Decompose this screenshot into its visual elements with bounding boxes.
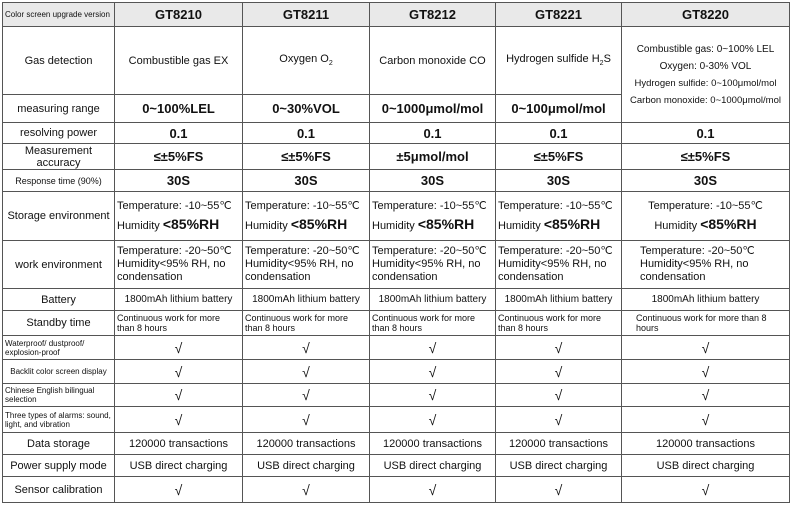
row-label: Chinese English bilingual selection (3, 384, 115, 407)
row-label: Gas detection (3, 27, 115, 95)
gas-cell: Hydrogen sulfide $H_2S$ (496, 27, 622, 95)
response-value: 30S (115, 170, 243, 192)
alarms-row (3, 407, 790, 433)
response-value: 30S (243, 170, 370, 192)
check-icon: √ (115, 360, 243, 384)
check-icon: √ (622, 360, 790, 384)
range-value: 0~100μmol/mol (496, 95, 622, 123)
battery-value: 1800mAh lithium battery (370, 289, 496, 311)
check-icon: √ (115, 477, 243, 503)
accuracy-value: ±5μmol/mol (370, 144, 496, 170)
accuracy-row (3, 144, 790, 170)
check-icon: √ (115, 407, 243, 433)
resolution-value: 0.1 (243, 123, 370, 144)
storage-cell: Temperature: -10~55℃ Humidity <85%RH (115, 192, 243, 241)
storage-value: 120000 transactions (243, 433, 370, 455)
check-icon: √ (370, 477, 496, 503)
standby-value: Continuous work for more than 8 hours (496, 311, 622, 336)
power-value: USB direct charging (622, 455, 790, 477)
gas-cell: Oxygen $O_2$ (243, 27, 370, 95)
storage-cell: Temperature: -10~55℃ Humidity <85%RH (370, 192, 496, 241)
row-label: Sensor calibration (3, 477, 115, 503)
power-value: USB direct charging (243, 455, 370, 477)
check-icon: √ (622, 407, 790, 433)
battery-row (3, 289, 790, 311)
model-gt8211: GT8211 (243, 3, 370, 27)
power-value: USB direct charging (370, 455, 496, 477)
row-label: Battery (3, 289, 115, 311)
storage-value: 120000 transactions (496, 433, 622, 455)
check-icon: √ (115, 384, 243, 407)
bilingual-row (3, 384, 790, 407)
check-icon: √ (243, 360, 370, 384)
check-icon: √ (243, 336, 370, 360)
check-icon: √ (622, 336, 790, 360)
row-label: resolving power (3, 123, 115, 144)
work-environment-row (3, 241, 790, 289)
standby-value: Continuous work for more than 8 hours (622, 311, 790, 336)
standby-value: Continuous work for more than 8 hours (115, 311, 243, 336)
check-icon: √ (496, 407, 622, 433)
gt8220-gas-list: Combustible gas: 0~100% LEL Oxygen: 0-30% VOL Hydrogen sulfide: 0~100μmol/mol Carbon monoxide: 0~1000μmol/mol (622, 27, 790, 123)
check-icon: √ (243, 384, 370, 407)
response-time-row (3, 170, 790, 192)
gas-cell: Carbon monoxide CO (370, 27, 496, 95)
check-icon: √ (115, 336, 243, 360)
power-value: USB direct charging (496, 455, 622, 477)
storage-cell: Temperature: -10~55℃ Humidity <85%RH (622, 192, 790, 241)
response-value: 30S (622, 170, 790, 192)
row-label: work environment (3, 241, 115, 289)
check-icon: √ (370, 336, 496, 360)
check-icon: √ (243, 407, 370, 433)
gas-detection-row (3, 27, 790, 95)
resolution-value: 0.1 (370, 123, 496, 144)
battery-value: 1800mAh lithium battery (496, 289, 622, 311)
storage-value: 120000 transactions (370, 433, 496, 455)
standby-row (3, 311, 790, 336)
response-value: 30S (370, 170, 496, 192)
row-label: Backlit color screen display (3, 360, 115, 384)
check-icon: √ (370, 384, 496, 407)
standby-value: Continuous work for more than 8 hours (370, 311, 496, 336)
row-label: Data storage (3, 433, 115, 455)
model-gt8212: GT8212 (370, 3, 496, 27)
storage-row (3, 192, 790, 241)
accuracy-value: ≤±5%FS (243, 144, 370, 170)
range-value: 0~30%VOL (243, 95, 370, 123)
check-icon: √ (243, 477, 370, 503)
resolution-value: 0.1 (496, 123, 622, 144)
work-cell: Temperature: -20~50℃ Humidity<95% RH, no condensation (115, 241, 243, 289)
row-label: Three types of alarms: sound, light, and vibration (3, 407, 115, 433)
check-icon: √ (622, 384, 790, 407)
work-cell: Temperature: -20~50℃ Humidity<95% RH, no condensation (496, 241, 622, 289)
data-storage-row (3, 433, 790, 455)
row-label: Standby time (3, 311, 115, 336)
response-value: 30S (496, 170, 622, 192)
model-gt8220: GT8220 (622, 3, 790, 27)
check-icon: √ (496, 336, 622, 360)
corner-label: Color screen upgrade version (3, 3, 115, 27)
row-label: Storage environment (3, 192, 115, 241)
work-cell: Temperature: -20~50℃ Humidity<95% RH, no condensation (622, 241, 790, 289)
work-cell: Temperature: -20~50℃ Humidity<95% RH, no condensation (243, 241, 370, 289)
check-icon: √ (370, 407, 496, 433)
battery-value: 1800mAh lithium battery (243, 289, 370, 311)
accuracy-value: ≤±5%FS (115, 144, 243, 170)
gas-cell: Combustible gas EX (115, 27, 243, 95)
check-icon: √ (622, 477, 790, 503)
power-row (3, 455, 790, 477)
row-label: Response time (90%) (3, 170, 115, 192)
model-gt8210: GT8210 (115, 3, 243, 27)
check-icon: √ (496, 477, 622, 503)
accuracy-value: ≤±5%FS (496, 144, 622, 170)
waterproof-row (3, 336, 790, 360)
battery-value: 1800mAh lithium battery (115, 289, 243, 311)
calibration-row (3, 477, 790, 503)
standby-value: Continuous work for more than 8 hours (243, 311, 370, 336)
range-value: 0~1000μmol/mol (370, 95, 496, 123)
check-icon: √ (496, 384, 622, 407)
accuracy-value: ≤±5%FS (622, 144, 790, 170)
range-value: 0~100%LEL (115, 95, 243, 123)
check-icon: √ (496, 360, 622, 384)
storage-cell: Temperature: -10~55℃ Humidity <85%RH (496, 192, 622, 241)
work-cell: Temperature: -20~50℃ Humidity<95% RH, no condensation (370, 241, 496, 289)
row-label: Power supply mode (3, 455, 115, 477)
backlit-row (3, 360, 790, 384)
power-value: USB direct charging (115, 455, 243, 477)
resolution-value: 0.1 (622, 123, 790, 144)
model-gt8221: GT8221 (496, 3, 622, 27)
resolution-value: 0.1 (115, 123, 243, 144)
battery-value: 1800mAh lithium battery (622, 289, 790, 311)
resolving-power-row (3, 123, 790, 144)
spec-table (2, 2, 790, 503)
storage-value: 120000 transactions (622, 433, 790, 455)
row-label: Measurement accuracy (3, 144, 115, 170)
check-icon: √ (370, 360, 496, 384)
header-row (3, 3, 790, 27)
storage-cell: Temperature: -10~55℃ Humidity <85%RH (243, 192, 370, 241)
row-label: Waterproof/ dustproof/ explosion-proof (3, 336, 115, 360)
row-label: measuring range (3, 95, 115, 123)
storage-value: 120000 transactions (115, 433, 243, 455)
